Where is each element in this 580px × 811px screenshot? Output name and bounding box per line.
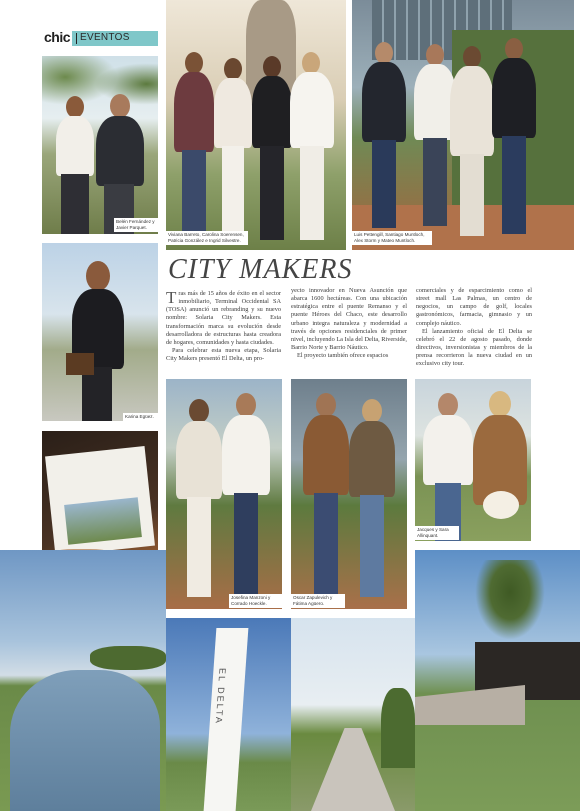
- caption-luis: Luis Pettengill, Santiago Muntloch, Alex Storm y Mateo Muntloch.: [352, 231, 432, 245]
- palm-tree: [475, 560, 545, 640]
- section-divider: [76, 33, 77, 44]
- walkway: [415, 685, 525, 725]
- photo-river-golf: [0, 550, 166, 811]
- person: [303, 393, 349, 599]
- totem-sign: [204, 628, 249, 811]
- person: [174, 52, 214, 232]
- photo-josefina-corrado: [166, 379, 282, 609]
- person: [362, 42, 406, 230]
- article-title: CITY MAKERS: [168, 254, 353, 285]
- palm-row: [381, 688, 415, 768]
- river: [10, 670, 160, 811]
- photo-pavilion: [415, 550, 580, 811]
- caption-jacques: Jacques y Sara Allinquant.: [415, 526, 459, 540]
- photo-luis-group: [352, 0, 574, 250]
- photo-viviana-group: [166, 0, 346, 250]
- section-header: [42, 30, 158, 47]
- person: [176, 399, 222, 599]
- photo-belen-javier: [42, 56, 158, 234]
- brochure-image: [64, 497, 142, 545]
- person: [252, 56, 292, 242]
- caption-oscar: Oscar Zapulevich y Fátima Agüero.: [291, 594, 345, 608]
- article-column-1: [166, 290, 281, 375]
- article-column-2: [291, 287, 407, 377]
- totem-text: EL DELTA: [213, 668, 228, 725]
- article-paragraph: Para celebrar esta nueva etapa, Solaria City Makers presentó El Delta, un pro-: [166, 347, 281, 363]
- photo-jacques-sara: [415, 379, 531, 541]
- person: [222, 393, 270, 599]
- person: [450, 46, 494, 238]
- article-paragraph: El lanzamiento oficial de El Delta se celebró el 22 de agosto pasado, donde directivos, inversionistas y miembros de la prensa recorrieron la nueva ciudad en un exclusivo city tour.: [416, 327, 532, 368]
- article-column-3: [416, 287, 532, 377]
- article-paragraph: ras más de 15 años de éxito en el sector inmobiliario, Terminal Occidental SA (TOSA) anunció un rebranding y su nuevo nombre: Solaria City Makers. Esta transformación marca su evolución desde desarrolladora de estructuras hasta creadora de hogares, comunidades y hasta ciudades.: [166, 290, 281, 346]
- person: [52, 96, 98, 234]
- photo-oscar-fatima: [291, 379, 407, 609]
- drop-cap: T: [166, 288, 177, 307]
- person: [290, 52, 334, 242]
- person: [473, 391, 527, 541]
- person: [423, 393, 473, 541]
- person: [492, 38, 536, 236]
- article-paragraph: yecto innovador en Nueva Asunción que abarca 1600 hectáreas. Con una ubicación estratégica entre el puente Remanso y el puente Héroes del Chaco, este desarrollo urbano integra naturaleza y modernidad a través de opciones residenciales de primer nivel, incluyendo La Isla del Delta, Riverside, Barrio Norte y Barrio Náutico.: [291, 287, 407, 352]
- caption-viviana: Viviana Barreto, Carolina Soerensen, Patricia González e Ingrid Silvestre.: [166, 231, 248, 245]
- photo-karina: [42, 243, 158, 421]
- person: [214, 58, 252, 238]
- article-paragraph: El proyecto también ofrece espacios: [297, 352, 389, 360]
- article-paragraph: comerciales y de esparcimiento como el street mall Las Palmas, un centro de negocios, un campo de golf, locales gastronómicos, farmacia, gimnasio y un complejo náutico.: [416, 287, 532, 327]
- caption-josefina: Josefina Manzoni y Corrado Hoeckle.: [229, 594, 283, 608]
- handbag: [66, 353, 94, 375]
- person: [349, 399, 395, 599]
- photo-palm-road: [291, 618, 415, 811]
- caption-karina: Karina Egüez.: [123, 413, 160, 421]
- photo-totem-sign: [166, 618, 291, 811]
- caption-belen: Belén Fernández y Javier Parquet.: [114, 218, 160, 232]
- person: [68, 261, 128, 421]
- hat: [483, 491, 519, 519]
- section-name: EVENTOS: [80, 32, 130, 43]
- trees: [90, 646, 166, 670]
- person: [94, 94, 146, 234]
- magazine-logo: chic: [44, 30, 71, 45]
